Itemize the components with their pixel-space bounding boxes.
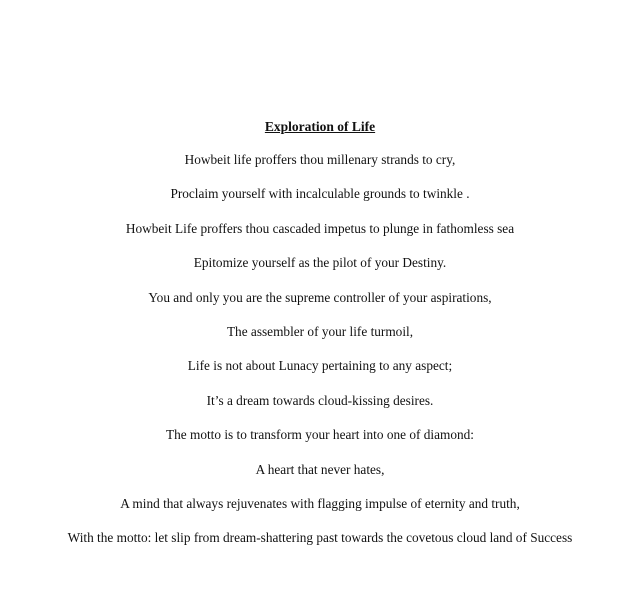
poem-line: You and only you are the supreme controller of your aspirations,: [148, 289, 492, 305]
poem-line: With the motto: let slip from dream-shattering past towards the covetous cloud land of Success: [67, 530, 573, 546]
poem-line: A heart that never hates,: [255, 461, 385, 477]
poem-line: The motto is to transform your heart into one of diamond:: [166, 427, 474, 443]
poem-line: Proclaim yourself with incalculable grounds to twinkle .: [170, 186, 470, 202]
poem-line: Howbeit Life proffers thou cascaded impetus to plunge in fathomless sea: [125, 220, 515, 236]
poem-body: [0, 151, 640, 564]
poem-line: The assembler of your life turmoil,: [226, 323, 414, 339]
poem-line: Epitomize yourself as the pilot of your Destiny.: [193, 255, 447, 271]
poem-line: It’s a dream towards cloud-kissing desires.: [206, 392, 434, 408]
poem-line: Howbeit life proffers thou millenary strands to cry,: [184, 152, 456, 167]
poem-title: Exploration of Life: [264, 119, 376, 134]
poem-line: A mind that always rejuvenates with flagging impulse of eternity and truth,: [120, 495, 520, 511]
poem-line: Life is not about Lunacy pertaining to any aspect;: [187, 358, 453, 374]
